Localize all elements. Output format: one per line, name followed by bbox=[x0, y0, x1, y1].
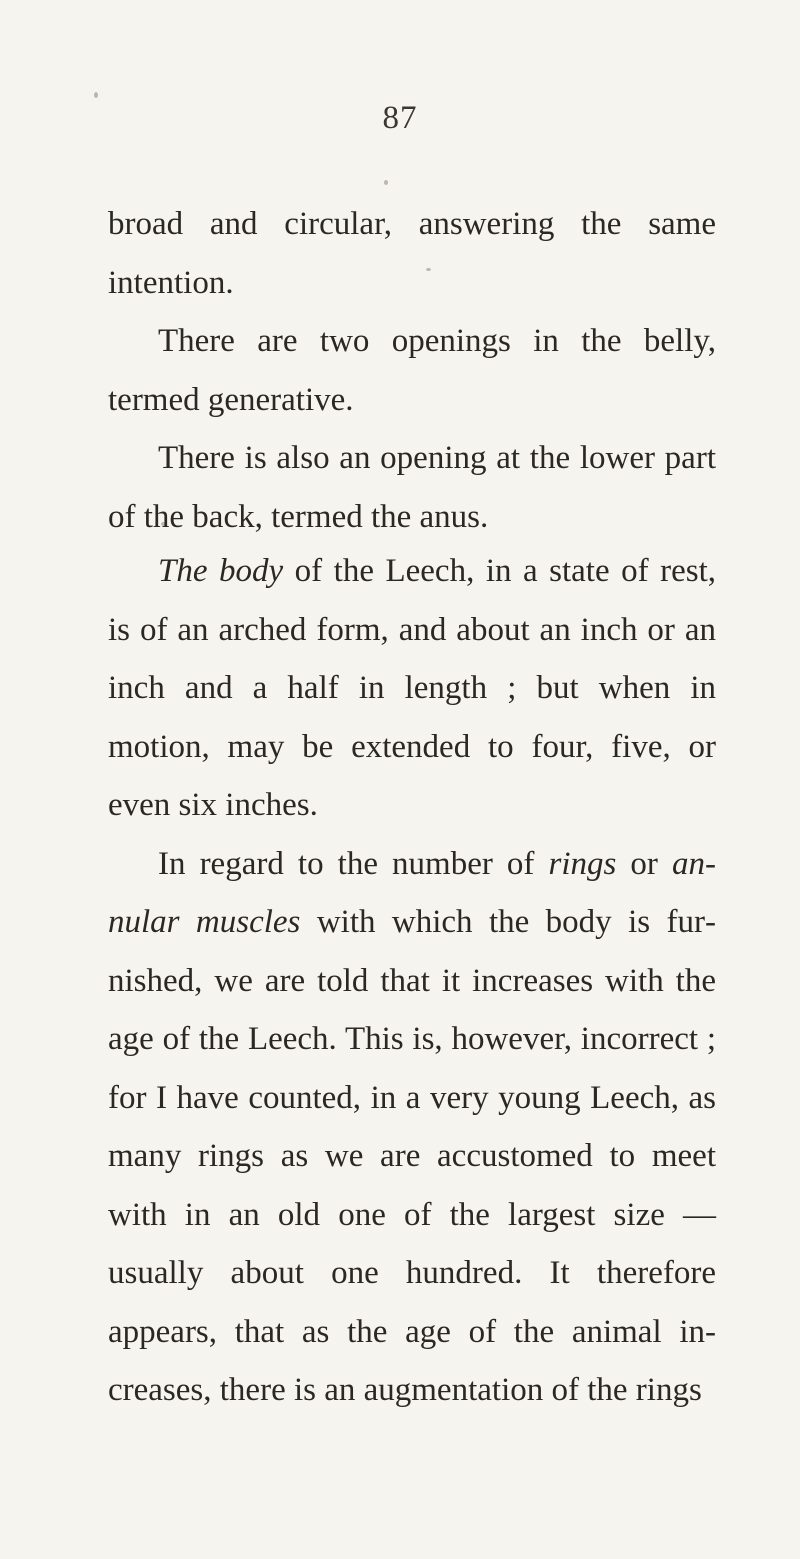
text-block-top bbox=[108, 195, 716, 546]
paragraph-continuation: broad and circular, answering the same intention. bbox=[108, 206, 716, 301]
paragraph-body-text: of the Leech, in a state of rest, is of an arched form, and about an inch or an inch and a half in length ; but when in motion, may be extended to four, five, or even six inches. bbox=[108, 553, 716, 823]
italic-term-body: The body bbox=[158, 553, 284, 589]
rings-text-2: or bbox=[616, 845, 672, 882]
rings-text-3: with which the body is furnished, we are told that it increases with the age of the Leech. This is, however, incorrect ; for I have counted, in a very young Leech, as many rings as we are accustomed to meet with in an old one of the largest size —usually about one hundred. It therefore appears, that as the age of the animal increases, there is an augmentation of the rings bbox=[108, 904, 716, 1408]
paragraph-opening-back: There is also an opening at the lower part of the back, termed the anus. bbox=[108, 440, 716, 535]
page-number: 87 bbox=[382, 100, 418, 136]
ink-speck bbox=[384, 180, 388, 185]
italic-term-rings: rings bbox=[548, 845, 617, 882]
text-block-main bbox=[108, 542, 716, 1420]
paragraph-openings-belly: There are two openings in the belly, termed generative. bbox=[108, 323, 716, 418]
rings-text-1: In regard to the number of bbox=[158, 845, 549, 882]
paragraph-body-form bbox=[108, 542, 716, 835]
paragraph-rings bbox=[108, 835, 716, 1420]
italic-term-annular-muscles: annular muscles bbox=[108, 845, 716, 940]
ink-speck bbox=[94, 92, 98, 98]
